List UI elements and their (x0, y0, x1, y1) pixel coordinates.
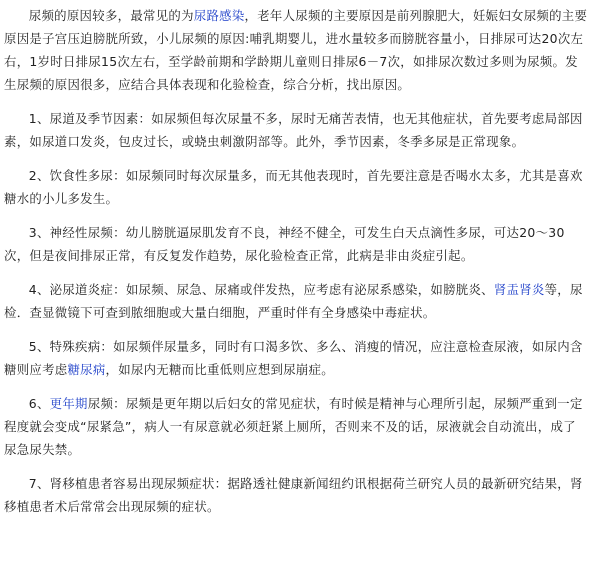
paragraph-cause-5 (4, 335, 588, 381)
text-segment: 尿频的原因较多，最常见的为 (28, 8, 194, 23)
paragraph-cause-3: 3、神经性尿频：幼儿膀胱逼尿肌发育不良，神经不健全，可发生白天点滴性多尿，可达20～30次，但是夜间排尿正常，有反复发作趋势，尿化验检查正常，此病是非由炎症引起。 (4, 225, 565, 263)
paragraph-cause-2: 2、饮食性多尿：如尿频同时每次尿量多，而无其他表现时，首先要注意是否喝水太多，尤其是喜欢糖水的小儿多发生。 (4, 168, 583, 206)
text-segment: 4、泌尿道炎症：如尿频、尿急、尿痛或伴发热，应考虑有泌尿系感染，如膀胱炎、 (28, 282, 494, 297)
keyword-link-menopause[interactable]: 更年期 (49, 396, 88, 411)
text-segment: 尿频：尿频是更年期以后妇女的常见症状，有时候是精神与心理所引起，尿频严重到一定程度就会变成“尿紧急”，病人一有尿意就必须赶紧上厕所，否则来不及的话，尿液就会自动流出，成了尿急尿失禁。 (4, 396, 583, 457)
text-segment: ，老年人尿频的主要原因是前列腺肥大，妊娠妇女尿频的主要原因是子宫压迫膀胱所致，小儿尿频的原因:哺乳期婴儿，进水量较多而膀胱容量小，日排尿可达20次左右，1岁时日排尿15次左右，至学龄前期和学龄期儿童则日排尿6－7次，如排尿次数过多则为尿频。发生尿频的原因很多，应结合具体表现和化验检查，综合分析，找出原因。 (4, 8, 588, 92)
keyword-link-diabetes[interactable]: 糖尿病 (67, 362, 106, 377)
paragraph-cause-4 (4, 278, 588, 324)
text-segment: ，如尿内无糖而比重低则应想到尿崩症。 (105, 362, 334, 377)
paragraph-cause-7: 7、肾移植患者容易出现尿频症状：据路透社健康新闻纽约讯根据荷兰研究人员的最新研究结果，肾移植患者术后常常会出现尿频的症状。 (4, 476, 583, 514)
paragraph-cause-6 (4, 392, 588, 461)
paragraph-intro (4, 4, 588, 96)
text-segment: 5、特殊疾病：如尿频伴尿量多，同时有口渴多饮、多么、消瘦的情况，应注意检查尿液，如尿内含糖则应考虑 (4, 339, 583, 377)
text-segment: 6、 (28, 396, 50, 411)
text-segment: 等，尿检．查显微镜下可查到脓细胞或大量白细胞，严重时伴有全身感染中毒症状。 (4, 282, 583, 320)
paragraph-cause-1: 1、尿道及季节因素：如尿频但每次尿量不多，尿时无痛苦表情，也无其他症状，首先要考虑局部因素，如尿道口发炎，包皮过长，或蛲虫刺激阴部等。此外，季节因素，冬季多尿是正常现象。 (4, 111, 583, 149)
keyword-link-urinary-infection[interactable]: 尿路感染 (193, 8, 245, 23)
keyword-link-pyelonephritis[interactable]: 肾盂肾炎 (493, 282, 545, 297)
